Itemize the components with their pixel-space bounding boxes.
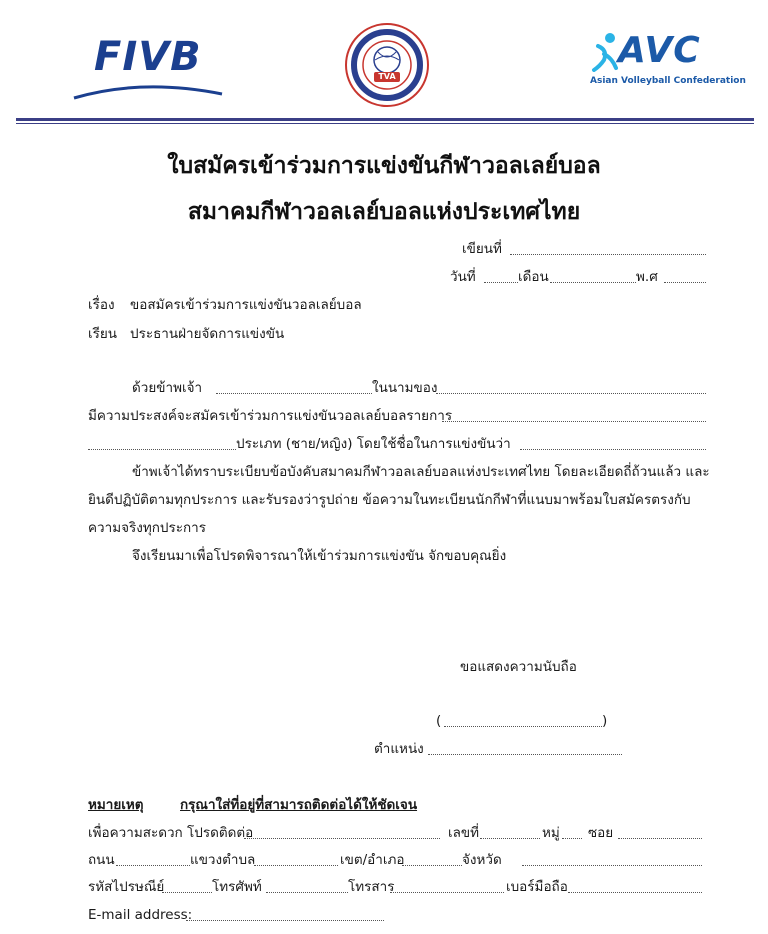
team-name-field[interactable] <box>520 449 706 450</box>
team-prefix-field[interactable] <box>88 449 236 450</box>
mobile-field[interactable] <box>568 892 702 893</box>
to-label: เรียน <box>88 326 118 342</box>
note-text: กรุณาใส่ที่อยู่ที่สามารถติดต่อได้ให้ชัดเจน <box>180 797 418 813</box>
month-field[interactable] <box>550 282 636 283</box>
regards-text: ขอแสดงความนับถือ <box>460 659 577 675</box>
district-field[interactable] <box>402 865 462 866</box>
fivb-swoosh-icon <box>72 76 232 106</box>
tva-emblem-icon <box>344 22 430 108</box>
form-subtitle: สมาคมกีฬาวอลเลย์บอลแห่งประเทศไทย <box>187 199 581 225</box>
fivb-logo-text: FIVB <box>94 34 202 80</box>
body-paragraph-2-line-1: ข้าพเจ้าได้ทราบระเบียบข้อบังคับสมาคมกีฬาวอลเลย์บอลแห่งประเทศไทย โดยละเอียดถี่ถ้วนแล้ว และ <box>132 464 710 480</box>
body-paragraph-2-line-3: ความจริงทุกประการ <box>88 520 206 536</box>
phone-label: โทรศัพท์ <box>212 879 262 895</box>
date-field[interactable] <box>484 282 518 283</box>
postcode-label: รหัสไปรษณีย์ <box>88 879 165 895</box>
soi-label: ซอย <box>588 825 614 841</box>
note-label: หมายเหตุ <box>88 797 144 813</box>
body-competition-label: มีความประสงค์จะสมัครเข้าร่วมการแข่งขันวอลเลย์บอลรายการ <box>88 408 453 424</box>
year-label: พ.ศ <box>636 269 658 285</box>
fax-field[interactable] <box>390 892 504 893</box>
district-label: เขต/อำเภอ <box>340 852 405 868</box>
position-field[interactable] <box>428 754 622 755</box>
body-on-behalf-label: ในนามของ <box>372 380 438 396</box>
signature-open-paren: ( <box>436 713 442 729</box>
house-number-label: เลขที่ <box>448 825 480 841</box>
fax-label: โทรสาร <box>348 879 395 895</box>
on-behalf-field[interactable] <box>436 393 706 394</box>
header-rule <box>16 118 754 121</box>
applicant-name-field[interactable] <box>216 393 372 394</box>
tva-logo <box>344 22 430 108</box>
avc-logo-subtitle: Asian Volleyball Confederation <box>590 76 746 86</box>
avc-logo <box>590 30 746 100</box>
written-at-field[interactable] <box>510 254 706 255</box>
postcode-field[interactable] <box>162 892 212 893</box>
contact-name-field[interactable] <box>244 838 440 839</box>
fivb-logo <box>72 30 232 100</box>
body-paragraph-2-line-2: ยินดีปฏิบัติตามทุกประการ และรับรองว่ารูปถ่าย ข้อความในทะเบียนนักกีฬาที่แนบมาพร้อมใบสมัครตรงกับ <box>88 492 691 508</box>
body-category-label: ประเภท (ชาย/หญิง) โดยใช้ชื่อในการแข่งขันว่า <box>236 436 511 452</box>
signature-name-field[interactable] <box>444 726 602 727</box>
mobile-label: เบอร์มือถือ <box>506 879 568 895</box>
subject-label: เรื่อง <box>88 297 115 313</box>
competition-field[interactable] <box>442 421 706 422</box>
road-field[interactable] <box>116 865 190 866</box>
soi-field[interactable] <box>618 838 702 839</box>
phone-field[interactable] <box>266 892 348 893</box>
month-label: เดือน <box>518 269 549 285</box>
header-rule-thin <box>16 123 754 124</box>
road-label: ถนน <box>88 852 115 868</box>
subdistrict-label: แขวงตำบล <box>190 852 256 868</box>
year-field[interactable] <box>664 282 706 283</box>
house-number-field[interactable] <box>480 838 540 839</box>
avc-logo-text: AVC <box>618 30 701 71</box>
contact-label: เพื่อความสะดวก โปรดติดต่อ <box>88 825 254 841</box>
body-paragraph-3: จึงเรียนมาเพื่อโปรดพิจารณาให้เข้าร่วมการแข่งขัน จักขอบคุณยิ่ง <box>132 548 507 564</box>
village-label: หมู่ <box>542 825 560 841</box>
email-field[interactable] <box>186 920 384 921</box>
signature-close-paren: ) <box>602 713 608 729</box>
date-label: วันที่ <box>450 269 476 285</box>
province-label: จังหวัด <box>462 852 502 868</box>
subdistrict-field[interactable] <box>254 865 338 866</box>
avc-player-icon <box>590 32 620 72</box>
province-field[interactable] <box>522 865 702 866</box>
position-label: ตำแหน่ง <box>374 741 424 757</box>
form-title: ใบสมัครเข้าร่วมการแข่งขันกีฬาวอลเลย์บอล <box>167 153 601 179</box>
written-at-label: เขียนที่ <box>462 241 502 257</box>
tva-logo-text: TVA <box>378 72 396 81</box>
village-field[interactable] <box>562 838 582 839</box>
to-value: ประธานฝ่ายจัดการแข่งขัน <box>130 326 285 342</box>
email-label: E-mail address: <box>88 907 193 923</box>
subject-value: ขอสมัครเข้าร่วมการแข่งขันวอลเลย์บอล <box>130 297 362 313</box>
body-applicant-label: ด้วยข้าพเจ้า <box>132 380 203 396</box>
